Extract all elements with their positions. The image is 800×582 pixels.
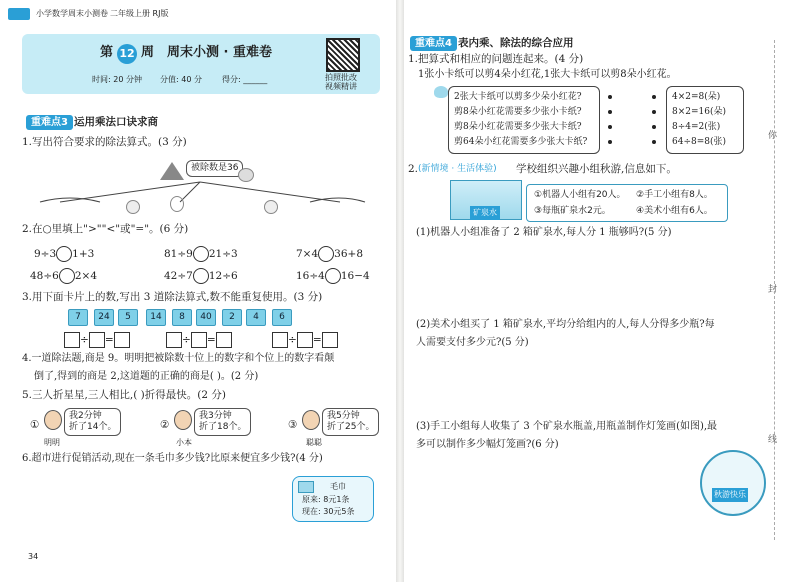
compare-circle[interactable]: [325, 268, 341, 284]
q2-row-2c: [296, 268, 370, 284]
series-title: 小学数学周末小测卷: [36, 9, 108, 18]
kid-bubble-2: [194, 408, 251, 436]
q2-expr: 48÷6: [30, 270, 59, 282]
lantern-picture: [700, 450, 766, 516]
q1-text: 1.写出符合要求的除法算式。(3 分): [22, 136, 187, 148]
towel-icon: [298, 481, 314, 493]
answer-boxes-1: ÷ =: [64, 332, 130, 348]
section4-title: 表内乘、除法的综合应用: [458, 37, 574, 49]
towel-orig-price: 原来: 8元1条: [302, 495, 350, 504]
answer-box[interactable]: [322, 332, 338, 348]
info-1: ①机器人小组有20人。: [534, 190, 626, 200]
answer-box[interactable]: [272, 332, 288, 348]
q2-row-2b: [164, 268, 238, 284]
number-card: 7: [68, 309, 88, 326]
info-4: ④美术小组有6人。: [636, 206, 713, 216]
match-dot-right[interactable]: [652, 125, 656, 129]
info-2: ②手工小组有8人。: [636, 190, 713, 200]
compare-circle[interactable]: [59, 268, 75, 284]
qr-caption-1: 拍照批改: [325, 73, 357, 82]
kid-avatar: [174, 410, 192, 430]
new-context-tag: (新情境 · 生活体验): [418, 164, 497, 174]
r-q1-text: 1.把算式和相应的问题连起来。(4 分): [408, 53, 584, 65]
number-card: 8: [172, 309, 192, 326]
qr-code-icon: [326, 38, 360, 72]
match-answer: 8÷4=2(张): [672, 122, 721, 132]
match-dot-left[interactable]: [608, 95, 612, 99]
section3-title: 运用乘法口诀求商: [74, 116, 158, 128]
q2-row-2: [30, 268, 97, 284]
match-answer: 64÷8=8(张): [672, 137, 727, 147]
egg-icon: [170, 196, 184, 212]
cut-line: [774, 40, 775, 540]
match-dot-right[interactable]: [652, 110, 656, 114]
qr-caption-2: 视频精讲: [325, 82, 357, 91]
compare-circle[interactable]: [193, 268, 209, 284]
match-answer: 4×2=8(朵): [672, 92, 721, 102]
q2-expr: 9÷3: [34, 248, 57, 260]
section3-badge: 重难点3: [26, 115, 73, 130]
match-dot-left[interactable]: [608, 125, 612, 129]
match-dot-left[interactable]: [608, 110, 612, 114]
q2-text: 2.在○里填上">""<"或"="。(6 分): [22, 223, 189, 235]
q5-text: 5.三人折星星,三人相比,( )折得最快。(2 分): [22, 389, 226, 401]
get-score-label: 得分: ______: [222, 75, 268, 84]
q5-mark-3: ③: [288, 419, 298, 431]
q2-row-1c: [296, 246, 363, 262]
kid-bubble-line: 我5分钟: [327, 411, 360, 421]
q5-mark-1: ①: [30, 419, 40, 431]
right-page: [404, 0, 800, 582]
answer-boxes-3: ÷ =: [272, 332, 338, 348]
q5-mark-2: ②: [160, 419, 170, 431]
q2-expr: 21÷3: [208, 248, 238, 260]
q4-line2: 倒了,得到的商是 2,这道题的正确的商是( )。(2 分): [34, 371, 259, 382]
match-question: 剪8朵小红花需要多少张大卡纸?: [454, 122, 582, 132]
q2-expr: 2×4: [74, 270, 98, 282]
q2-expr: 16÷4: [296, 270, 325, 282]
r-q2-sub2b: 人需要支付多少元?(5 分): [416, 337, 529, 348]
time-label: 时间: 20 分钟: [92, 75, 142, 84]
week-number: 12: [117, 44, 137, 64]
kid-bubble-line: 折了14个。: [69, 422, 117, 432]
towel-now-price: 现在: 30元5条: [302, 507, 355, 516]
answer-box[interactable]: [89, 332, 105, 348]
r-q2-sub2a: (2)美术小组买了 1 箱矿泉水,平均分给组内的人,每人分得多少瓶?每: [416, 319, 715, 330]
match-dot-left[interactable]: [608, 140, 612, 144]
compare-circle[interactable]: [193, 246, 209, 262]
series-logo: [8, 8, 30, 20]
answer-boxes-2: ÷ =: [166, 332, 232, 348]
grade-label: 二年级上册 RJ版: [110, 9, 169, 18]
week-prefix: 第: [100, 45, 114, 60]
answer-box[interactable]: [166, 332, 182, 348]
number-card: 40: [196, 309, 216, 326]
r-q2-sub1: (1)机器人小组准备了 2 箱矿泉水,每人分 1 瓶够吗?(5 分): [416, 227, 672, 238]
info-3: ③每瓶矿泉水2元。: [534, 206, 611, 216]
q2-expr: 36+8: [334, 248, 364, 260]
number-card: 4: [246, 309, 266, 326]
week-suffix: 周: [141, 45, 155, 60]
kid-name-1: 明明: [44, 438, 60, 447]
match-dot-right[interactable]: [652, 95, 656, 99]
section4-badge: 重难点4: [410, 36, 457, 51]
kid-name-2: 小本: [176, 438, 192, 447]
number-card: 6: [272, 309, 292, 326]
kid-name-3: 聪聪: [306, 438, 322, 447]
number-card: 14: [146, 309, 166, 326]
branch-lines: [30, 180, 370, 220]
answer-box[interactable]: [64, 332, 80, 348]
answer-box[interactable]: [216, 332, 232, 348]
match-question: 2张大卡纸可以剪多少朵小红花?: [454, 92, 582, 102]
kid-avatar: [44, 410, 62, 430]
r-q2-sub3b: 多可以制作多少幅灯笼画?(6 分): [416, 439, 559, 450]
q2-row-1b: [164, 246, 238, 262]
r-q2-text: 学校组织兴趣小组秋游,信息如下。: [516, 163, 677, 175]
q6-text: 6.超市进行促销活动,现在一条毛巾多少钱?比原来便宜多少钱?(4 分): [22, 453, 323, 464]
r-q2-sub3a: (3)手工小组每人收集了 3 个矿泉水瓶盖,用瓶盖制作灯笼画(如图),最: [416, 421, 718, 432]
water-box-label: 矿泉水: [470, 206, 500, 220]
kid-bubble-line: 我3分钟: [199, 411, 232, 421]
q4-line1: 4.一道除法题,商是 9。明明把被除数十位上的数字和个位上的数字看颠: [22, 353, 335, 364]
q2-expr: 7×4: [296, 248, 319, 260]
butterfly-icon: [434, 86, 448, 98]
lantern-caption: 秋游快乐: [712, 488, 748, 502]
towel-label: 毛巾: [330, 482, 346, 491]
q2-expr: 12÷6: [208, 270, 238, 282]
q2-expr: 1+3: [72, 248, 95, 260]
left-page: [0, 0, 396, 582]
compare-circle[interactable]: [56, 246, 72, 262]
kid-bubble-1: [64, 408, 121, 436]
answer-box[interactable]: [191, 332, 207, 348]
kid-bubble-line: 折了18个。: [199, 422, 247, 432]
answer-box[interactable]: [297, 332, 313, 348]
number-card: 24: [94, 309, 114, 326]
match-question: 剪64朵小红花需要多少张大卡纸?: [454, 137, 588, 147]
answer-box[interactable]: [114, 332, 130, 348]
page-number: 34: [28, 552, 39, 561]
test-title: 周末小测 · 重难卷: [167, 45, 272, 60]
page-gutter: [396, 0, 404, 582]
kid-bubble-line: 我2分钟: [69, 411, 102, 421]
margin-char-3: 线: [768, 435, 778, 445]
match-answer: 8×2=16(朵): [672, 107, 727, 117]
q2-expr: 16−4: [340, 270, 370, 282]
bird-icon-left: [126, 200, 140, 214]
kid-bubble-3: [322, 408, 379, 436]
bird-icon-right: [264, 200, 278, 214]
score-label: 分值: 40 分: [160, 75, 202, 84]
match-question: 剪8朵小红花需要多少张小卡纸?: [454, 107, 582, 117]
margin-char-2: 封: [768, 285, 778, 295]
dividend-bubble: 被除数是36: [186, 160, 243, 177]
number-card: 5: [118, 309, 138, 326]
margin-char-1: 你: [768, 131, 778, 141]
q2-row-1: [34, 246, 94, 262]
q2-expr: 81÷9: [164, 248, 193, 260]
r-q1-line: 1张小卡纸可以剪4朵小红花,1张大卡纸可以剪8朵小红花。: [418, 69, 677, 80]
number-card: 2: [222, 309, 242, 326]
r-q2-num: 2.: [408, 163, 419, 175]
kid-bubble-line: 折了25个。: [327, 422, 375, 432]
q3-text: 3.用下面卡片上的数,写出 3 道除法算式,数不能重复使用。(3 分): [22, 291, 323, 303]
mountain-icon: [160, 162, 184, 180]
kid-avatar: [302, 410, 320, 430]
q2-expr: 42÷7: [164, 270, 193, 282]
compare-circle[interactable]: [318, 246, 334, 262]
match-dot-right[interactable]: [652, 140, 656, 144]
